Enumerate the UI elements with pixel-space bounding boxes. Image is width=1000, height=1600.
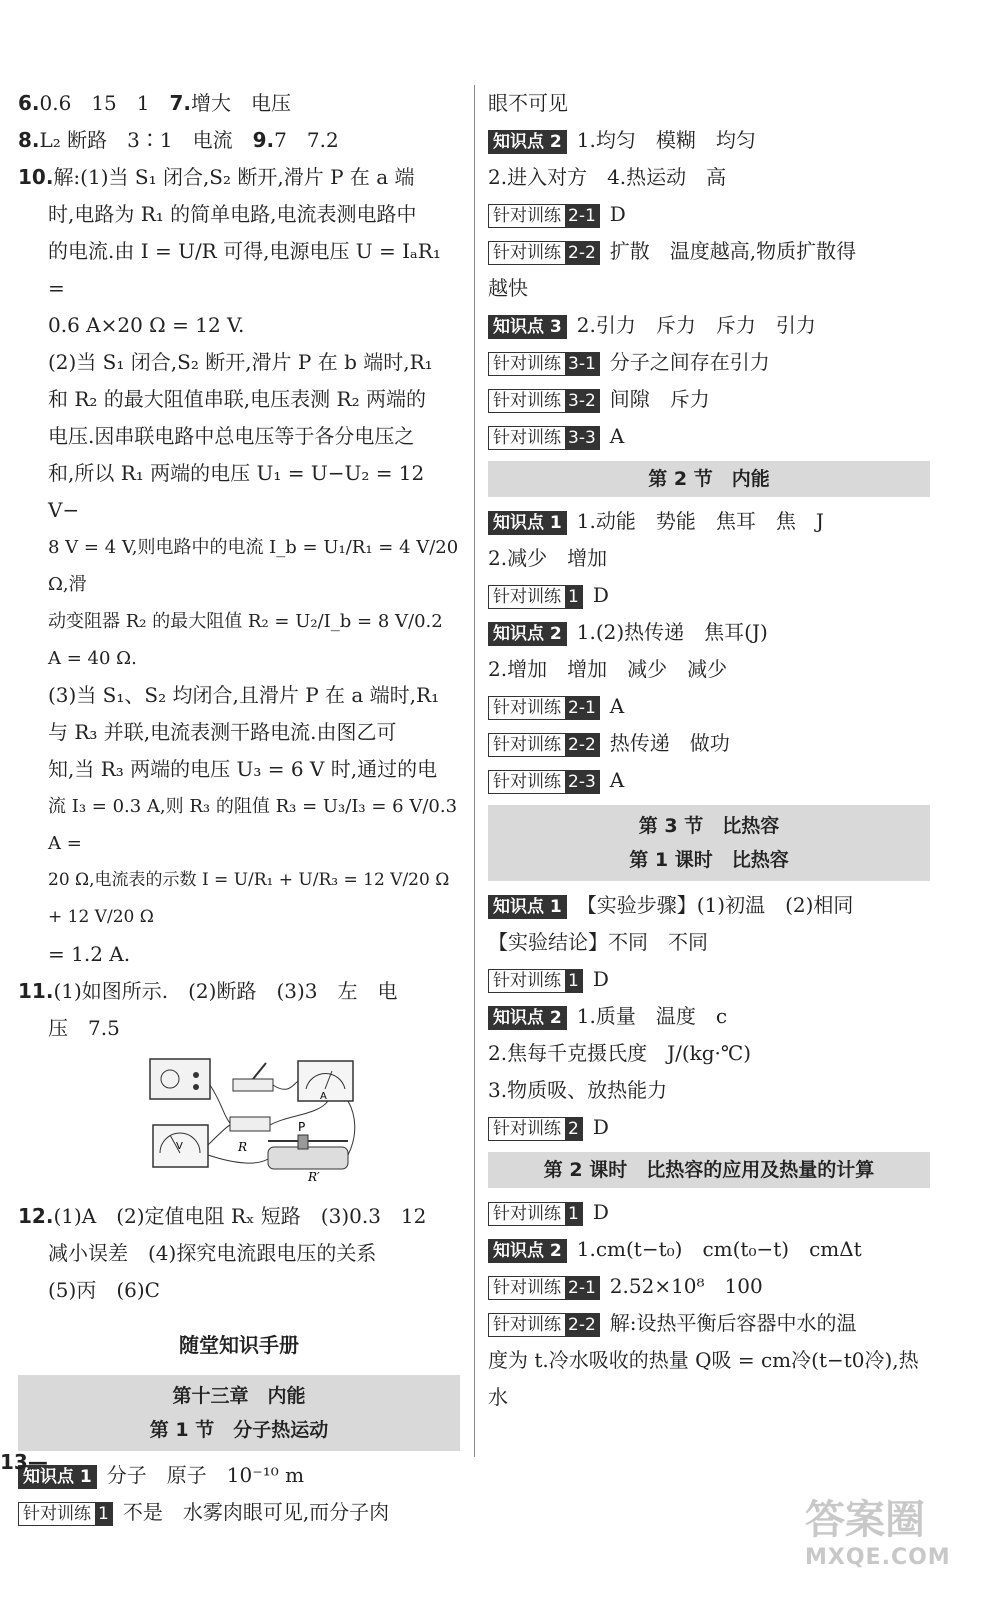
training-tag: 针对训练 2-2 (488, 241, 600, 265)
knowledge-point-tag: 知识点 1 (488, 511, 567, 535)
kp2-line: 知识点 2 1.均匀 模糊 均匀 (488, 122, 930, 159)
section-title: 第 2 节 内能 (488, 461, 930, 497)
training-tag: 针对训练 3-3 (488, 426, 600, 450)
kp1-line: 知识点 1 【实验步骤】(1)初温 (2)相同 (488, 887, 930, 924)
training-line: 针对训练 2-1 D (488, 196, 930, 233)
q10-line: 动变阻器 R₂ 的最大阻值 R₂ = U₂/I_b = 8 V/0.2 A = 40 Ω. (48, 611, 443, 669)
q10-line: 电压.因串联电路中总电压等于各分电压之 (48, 424, 415, 448)
training-line: 针对训练 2-1 2.52×10⁸ 100 (488, 1268, 930, 1305)
training-tag: 针对训练 1 (488, 1202, 583, 1226)
training-tag: 针对训练 1 (18, 1502, 113, 1526)
kp2-line-b: 2.增加 增加 减少 减少 (488, 657, 728, 681)
kp2-line: 知识点 2 1.质量 温度 c (488, 998, 930, 1035)
q10-line: 和,所以 R₁ 两端的电压 U₁ = U−U₂ = 12 V− (48, 461, 425, 522)
answer-line-12c: (5)丙 (6)C (48, 1278, 160, 1302)
training-tag: 针对训练 2-3 (488, 770, 600, 794)
answer-line-10: 10.解:(1)当 S₁ 闭合,S₂ 断开,滑片 P 在 a 端 (18, 165, 415, 189)
q10-line: 8 V = 4 V,则电路中的电流 I_b = U₁/R₁ = 4 V/20 Ω,滑 (48, 537, 459, 595)
training-tag: 针对训练 3-2 (488, 389, 600, 413)
answer-line-12: 12.(1)A (2)定值电阻 Rₓ 短路 (3)0.3 12 (18, 1204, 427, 1228)
training-line: 针对训练 2-3 A (488, 762, 930, 799)
continued-text: 越快 (488, 276, 528, 300)
training-line: 针对训练 2-2 扩散 温度越高,物质扩散得 (488, 233, 930, 270)
lesson-title: 第 1 课时 比热容 (629, 849, 789, 871)
training-tag: 针对训练 2-1 (488, 1276, 600, 1300)
q10-line: 20 Ω,电流表的示数 I = U/R₁ + U/R₃ = 12 V/20 Ω + 12 V/20 Ω (48, 870, 450, 927)
section-title: 第 3 节 比热容 (638, 815, 780, 837)
q10-line: (2)当 S₁ 闭合,S₂ 断开,滑片 P 在 b 端时,R₁ (48, 350, 433, 374)
training-line: 针对训练 1 D (488, 577, 930, 614)
knowledge-point-tag: 知识点 3 (488, 315, 567, 339)
section-heading (488, 805, 930, 881)
svg-text:R: R (238, 1140, 248, 1154)
q10-line: 与 R₃ 并联,电流表测干路电流.由图乙可 (48, 720, 397, 744)
answer-line-6-7: 6.0.6 15 1 7.增大 电压 (18, 91, 292, 115)
knowledge-point-tag: 知识点 1 (18, 1465, 97, 1489)
q10-line: = 1.2 A. (48, 942, 131, 966)
svg-text:P: P (298, 1120, 306, 1134)
training-line: 针对训练 3-3 A (488, 418, 930, 455)
q10-line: 和 R₂ 的最大阻值串联,电压表测 R₂ 两端的 (48, 387, 426, 411)
training-tag: 针对训练 2-2 (488, 733, 600, 757)
answer-line-12b: 减小误差 (4)探究电流跟电压的关系 (48, 1241, 377, 1265)
circuit-diagram (148, 1055, 460, 1190)
training-line: 针对训练 3-2 间隙 斥力 (488, 381, 930, 418)
kp2-line: 知识点 2 1.cm(t−t₀) cm(t₀−t) cmΔt (488, 1231, 930, 1268)
svg-text:A: A (320, 1091, 327, 1102)
kp2-line-c: 3.物质吸、放热能力 (488, 1078, 668, 1102)
svg-text:R′: R′ (308, 1170, 320, 1184)
section-title: 第 1 节 分子热运动 (149, 1419, 329, 1441)
right-column (488, 85, 930, 1416)
training-tag: 针对训练 2 (488, 1117, 583, 1141)
training-tag: 针对训练 2-1 (488, 696, 600, 720)
left-column (18, 85, 460, 1531)
kp1-line-b: 2.减少 增加 (488, 546, 608, 570)
training-line: 针对训练 1 D (488, 1194, 930, 1231)
kp2-line-b: 2.焦每千克摄氏度 J/(kg·℃) (488, 1041, 752, 1065)
circuit-diagram-svg (148, 1055, 358, 1185)
q10-line: 的电流.由 I = U/R 可得,电源电压 U = IₐR₁ = (48, 239, 441, 300)
training-tag: 针对训练 1 (488, 969, 583, 993)
knowledge-point-tag: 知识点 1 (488, 895, 567, 919)
training-line: 针对训练 2 D (488, 1109, 930, 1146)
training-tag: 针对训练 2-2 (488, 1313, 600, 1337)
training-line: 针对训练 2-1 A (488, 688, 930, 725)
training-line: 针对训练 3-1 分子之间存在引力 (488, 344, 930, 381)
training-line: 针对训练 1 不是 水雾肉眼可见,而分子肉 (18, 1494, 460, 1531)
q10-line: 知,当 R₃ 两端的电压 U₃ = 6 V 时,通过的电 (48, 757, 438, 781)
answer-line-11: 11.(1)如图所示. (2)断路 (3)3 左 电 (18, 979, 398, 1003)
chapter-title: 第十三章 内能 (172, 1385, 306, 1407)
q10-line: 时,电路为 R₁ 的简单电路,电流表测电路中 (48, 202, 417, 226)
kp2-line: 知识点 2 1.(2)热传递 焦耳(J) (488, 614, 930, 651)
training-tag: 针对训练 1 (488, 585, 583, 609)
kp1-line: 知识点 1 1.动能 势能 焦耳 焦 J (488, 503, 930, 540)
training-line: 针对训练 1 D (488, 961, 930, 998)
chapter-heading (18, 1375, 460, 1451)
manual-title: 随堂知识手册 (179, 1333, 299, 1357)
training-tag: 针对训练 2-1 (488, 204, 600, 228)
knowledge-point-tag: 知识点 2 (488, 130, 567, 154)
knowledge-point-tag: 知识点 2 (488, 1006, 567, 1030)
answer-line-11b: 压 7.5 (48, 1016, 120, 1040)
page-number: 13— (0, 1450, 48, 1474)
kp1-line: 知识点 1 分子 原子 10⁻¹⁰ m (18, 1457, 460, 1494)
q10-line: 流 I₃ = 0.3 A,则 R₃ 的阻值 R₃ = U₃/I₃ = 6 V/0.3 A = (48, 796, 458, 854)
watermark-logo: 答案圈 MXQE.COM (805, 1497, 951, 1570)
training-tag: 针对训练 3-1 (488, 352, 600, 376)
continued-text: 度为 t.冷水吸收的热量 Q吸 = cm冷(t−t0冷),热水 (488, 1348, 919, 1409)
continued-text: 眼不可见 (488, 91, 568, 115)
knowledge-point-tag: 知识点 2 (488, 622, 567, 646)
answer-line-8-9: 8.L₂ 断路 3∶1 电流 9.7 7.2 (18, 128, 339, 152)
kp2-line-b: 2.进入对方 4.热运动 高 (488, 165, 727, 189)
kp3-line: 知识点 3 2.引力 斥力 斥力 引力 (488, 307, 930, 344)
training-line: 针对训练 2-2 解:设热平衡后容器中水的温 (488, 1305, 930, 1342)
q10-line: 0.6 A×20 Ω = 12 V. (48, 313, 245, 337)
knowledge-point-tag: 知识点 2 (488, 1239, 567, 1263)
column-divider (474, 85, 475, 1457)
q10-line: (3)当 S₁、S₂ 均闭合,且滑片 P 在 a 端时,R₁ (48, 683, 440, 707)
svg-text:V: V (176, 1141, 183, 1152)
training-line: 针对训练 2-2 热传递 做功 (488, 725, 930, 762)
lesson-title: 第 2 课时 比热容的应用及热量的计算 (488, 1152, 930, 1188)
kp1-line-b: 【实验结论】不同 不同 (488, 930, 708, 954)
